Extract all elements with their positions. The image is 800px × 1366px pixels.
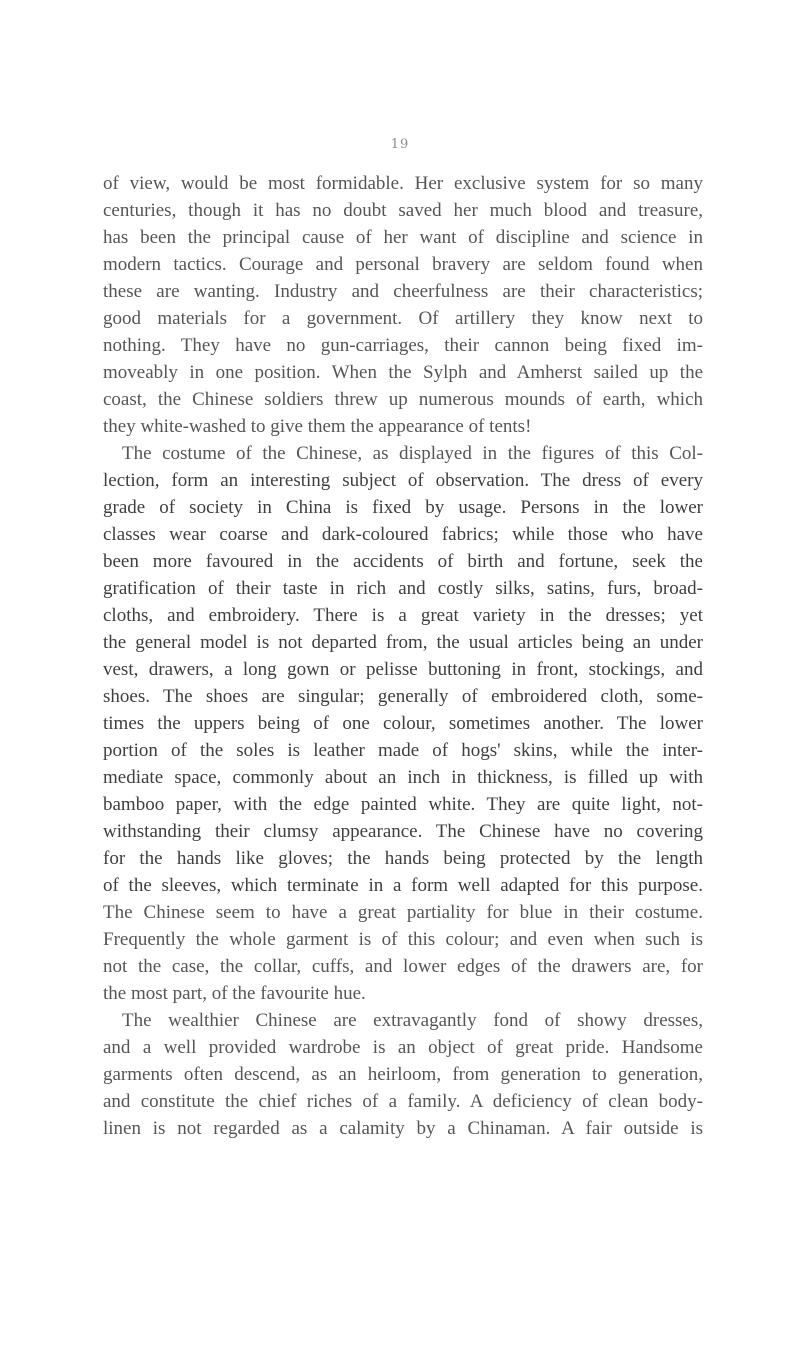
text-line: coast, the Chinese soldiers threw up numerous mounds of earth, which (103, 389, 703, 410)
page-number: 19 (390, 137, 410, 152)
text-line: shoes. The shoes are singular; generally of embroidered cloth, some- (103, 686, 703, 707)
text-line: garments often descend, as an heirloom, from generation to generation, (103, 1064, 703, 1085)
text-line: they white-washed to give them the appearance of tents! (103, 416, 532, 437)
text-line: classes wear coarse and dark-coloured fabrics; while those who have (103, 524, 703, 545)
text-line: of view, would be most formidable. Her exclusive system for so many (103, 173, 703, 194)
text-line: for the hands like gloves; the hands being protected by the length (103, 848, 703, 869)
text-line: the most part, of the favourite hue. (103, 983, 366, 1004)
text-line: and a well provided wardrobe is an object of great pride. Handsome (103, 1037, 703, 1058)
text-line: modern tactics. Courage and personal bravery are seldom found when (103, 254, 703, 275)
text-line: moveably in one position. When the Sylph and Amherst sailed up the (103, 362, 703, 383)
text-line: been more favoured in the accidents of birth and fortune, seek the (103, 551, 703, 572)
text-line: nothing. They have no gun-carriages, their cannon being fixed im- (103, 335, 703, 356)
text-line: Frequently the whole garment is of this colour; and even when such is (103, 929, 703, 950)
text-line: portion of the soles is leather made of hogs' skins, while the inter- (103, 740, 703, 761)
text-line: The costume of the Chinese, as displayed in the figures of this Col- (122, 443, 703, 464)
text-line: has been the principal cause of her want of discipline and science in (103, 227, 703, 248)
text-line: and constitute the chief riches of a family. A deficiency of clean body- (103, 1091, 703, 1112)
text-line: withstanding their clumsy appearance. The Chinese have no covering (103, 821, 703, 842)
text-line: cloths, and embroidery. There is a great variety in the dresses; yet (103, 605, 703, 626)
text-line: not the case, the collar, cuffs, and lower edges of the drawers are, for (103, 956, 703, 977)
body-text (103, 170, 703, 1142)
text-line: grade of society in China is fixed by usage. Persons in the lower (103, 497, 703, 518)
paragraph-1 (103, 170, 703, 440)
text-line: these are wanting. Industry and cheerfulness are their characteristics; (103, 281, 703, 302)
text-line: The Chinese seem to have a great partiality for blue in their costume. (103, 902, 703, 923)
paragraph-2 (103, 440, 703, 1007)
text-line: gratification of their taste in rich and costly silks, satins, furs, broad- (103, 578, 703, 599)
paragraph-3 (103, 1007, 703, 1142)
text-line: lection, form an interesting subject of observation. The dress of every (103, 470, 703, 491)
text-line: The wealthier Chinese are extravagantly fond of showy dresses, (122, 1010, 703, 1031)
text-line: of the sleeves, which terminate in a form well adapted for this purpose. (103, 875, 703, 896)
text-line: vest, drawers, a long gown or pelisse buttoning in front, stockings, and (103, 659, 703, 680)
text-line: linen is not regarded as a calamity by a Chinaman. A fair outside is (103, 1118, 703, 1139)
text-line: times the uppers being of one colour, sometimes another. The lower (103, 713, 703, 734)
text-line: good materials for a government. Of artillery they know next to (103, 308, 703, 329)
text-line: centuries, though it has no doubt saved her much blood and treasure, (103, 200, 703, 221)
text-line: bamboo paper, with the edge painted white. They are quite light, not- (103, 794, 703, 815)
text-line: the general model is not departed from, the usual articles being an under (103, 632, 703, 653)
text-line: mediate space, commonly about an inch in thickness, is filled up with (103, 767, 703, 788)
